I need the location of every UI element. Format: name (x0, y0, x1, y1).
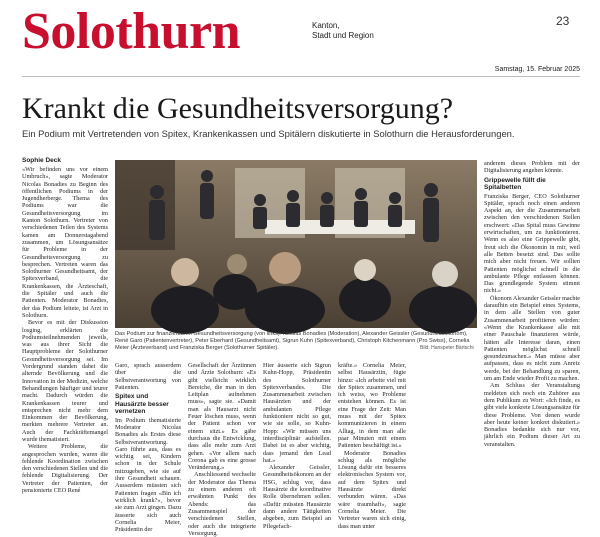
masthead-title: Solothurn (22, 3, 241, 60)
article-author: Sophie Deck (22, 157, 62, 164)
column-4-paragraph-2: Alexander Geissler, Gesundheitsökonom an der HSG, schlug vor, dass Hausärzte die koordinative Rolle übernehmen sollen. «Dafür müssten Hausärzte dann andere Tätigkeiten abgeben, zum Beispiel an Pflegefach- (263, 464, 331, 530)
column-6-paragraph-1: anderem dieses Problem mit der Digitalisierung angehen könnte. (484, 160, 580, 175)
column-6-paragraph-3: Ökonom Alexander Geissler machte daraufhin ein Beispiel eines Systems, in dem alle Stellen von guter Zusammenarbeit profitieren würden: «Wenn die Krankenkasse alle mit einer Pauschale finanzieren würde, hätten alle Interesse daran, einen Patienten möglichst schnell gesundzumachen.» Man müsse aber aufpassen, dass es nicht zum Anreiz werde, bei der Behandlung zu sparen, um am Ende wieder Profit zu machen. (484, 294, 580, 383)
column-6-paragraph-2: Franziska Berger, CEO Solothurner Spitäler, sprach noch einen anderen Aspekt an, der die Zusammenarbeit zwischen den verschiedenen Stellen erschwert: «Das Spital muss Gewinne erwirtschaften, um zu funktionieren. Wenn es also eine Grippewelle gibt, freut sich die Ökonomin in mir, weil alle Betten besetzt sind. Das sollte mich aber nicht freuen. Wir sollten Patienten möglichst schnell in die ambulante Pflege entlassen können. Das grundlegende System stimmt nicht.» (484, 192, 580, 295)
publication-date: Samstag, 15. Februar 2025 (494, 66, 580, 73)
page-number: 23 (556, 14, 570, 28)
text-column-4 (263, 362, 331, 530)
article-lead: Ein Podium mit Vertretenden von Spitex, Krankenkassen und Spitälern diskutierte in Solothurn die Herausforderungen. (22, 128, 515, 139)
column-5-paragraph-1: kräfte.» Cornelia Meier, selbst Hausärztin, fügte hinzu: «Ich arbeite viel mit der Spitex zusammen, und ich weiss, wo Probleme entstehen können. Es ist eine Frage der Zeit: Man muss mit der Spitex kommunizieren in einem Alltag, in dem man alle paar Minuten mit einem Patienten beschäftigt ist.» (338, 362, 406, 450)
column-2-paragraph-2: Im Podium thematisierte Moderator Nicolas Bonadies als Erstes diese Selbstverantwortung. Garo führte aus, dass es wichtig sei, Kindern schon in der Schule mitzugeben, wie sie auf ihre Gesundheit schauen. Ausserdem müssten sich Patienten fragen «Bin ich wirklich krank?», bevor sie zum Arzt gingen. Dazu äusserte sich auch Cornelia Meier, Präsidentin der (115, 416, 181, 534)
masthead-rule (22, 76, 580, 77)
masthead-subtitle-line-2: Stadt und Region (312, 31, 374, 40)
column-1-paragraph-2: Bevor es mit der Diskussion losging, erklärten die Podiumsteilnehmenden jeweils, was aus ihrer Sicht die Hauptprobleme der Solothurner Gesundheitsversorgung sei. Im Vordergrund standen dabei die alternde Bevölkerung und die Innovation in der Medizin, welche Behandlungen häufiger und teurer macht. Dadurch würden die Krankenkassen teurer und entsprechen nicht mehr dem Einkommen der Bevölkerung, merkten mehrere Vertreter an. Auch der Fachkräftemangel wurde thematisiert. (22, 319, 108, 443)
text-column-1 (22, 166, 108, 518)
column-1-paragraph-1: «Wir befinden uns vor einem Umbruch», sagte Moderator Nicolas Bonadies zu Beginn des öffentlichen Podiums in der Jugendherberge. Thema des Podiums war die Gesundheitsversorgung im Kanton Solothurn. Vertreter von verschiedenen Teilen des Systems kamen am Donnerstagabend zusammen, um Lösungsansätze für Probleme in der Gesundheitsversorgung zu besprechen. Vertreten waren das Solothurner Gesundheitsamt, der Spitexverband, die Krankenkassen, die Ärzteschaft, die Spitäler und auch die Patienten. Moderator Bonadies, der das Podium leitete, ist Arzt in Solothurn. (22, 166, 108, 319)
article-headline: Krankt die Gesundheitsversorgung? (22, 92, 454, 125)
subheading-grippewelle: Grippewelle füllt die Spitalbetten (484, 176, 546, 192)
article-photo (115, 160, 477, 328)
column-5-paragraph-2: Moderator Bonadies schlug als mögliche Lösung dafür ein besseres elektronisches System vor, auf dem Spitex und Hausärzte direkt verbunden wären. «Das wäre traumhaft», sagte Cornelia Meier. Die Vertreter waren sich einig, dass man unter (338, 449, 406, 530)
text-column-3 (188, 362, 256, 537)
text-column-5 (338, 362, 406, 530)
masthead-subtitle-line-1: Kanton, (312, 21, 340, 30)
podium-photo-illustration (115, 160, 477, 328)
photo-credit: Bild: Hanspeter Bärtschi (420, 345, 474, 351)
column-4-paragraph-1: Hier äusserte sich Sigrun Kuhn-Hopp, Präsidentin des Solothurner Spitexverbandes. Die Zusammenarbeit zwischen Hausärzten und der ambulanten Pflege funktioniere nicht so gut, wie sie solle, so Kuhn-Hopp: «Wir müssen uns interdisziplinär aufstellen. Dabei ist es aber wichtig, dass jemand den Lead hat.» (263, 362, 331, 464)
column-6-paragraph-4: Am Schluss der Veranstaltung meldeten sich noch ein Zuhörer aus dem Publikum zu Wort: «Ich finde, es gibt viele konkrete Lösungsansätze für diese Probleme. Von denen wurde aber heute keiner konkret diskutiert.» Bonadies bedankte sich nur vor, jährlich ein Podium dieser Art zu veranstalten. (484, 382, 580, 448)
column-3-paragraph-1: Gesellschaft der Ärztinnen und Ärzte Solothurn: «Es gibt vielleicht wirklich Bereiche, die man in den Leitplan aufnehmen muss», sagte sie. «Damit man als Hausarzt nicht Feuer löschen muss, wenn der Patient schon vor einem sitzt.» Es gäbe durchaus die Entwicklung, dass alle mehr zum Arzt gehen. «Vor allem nach Corona gab es eine grosse Veränderung.» (188, 362, 256, 472)
column-1-paragraph-3: Weitere Probleme, die angesprochen wurden, waren die fehlende Koordination zwischen den verschiedenen Stellen und die fehlende Digitalisierung. Der Vertreter der Patienten, der pensionierte CEO René (22, 443, 108, 495)
column-3-paragraph-2: Anschliessend wechselte der Moderator das Thema zu einem anderen oft erwähnten Punkt des Abends: das Zusammenspiel der verschiedenen Stellen, oder auch die integrierte Versorgung. (188, 471, 256, 537)
column-2-paragraph-1: Garo, sprach ausserdem über die Selbstverantwortung von Patienten. (115, 362, 181, 391)
masthead-subtitle (312, 21, 374, 41)
subheading-spitex: Spitex und Hausärzte besser vernetzen (115, 393, 169, 416)
photo-caption: Das Podium zur finanzierbaren Gesundheitsversorgung (von links): Nicolas Bonadies (Moderation), Alexander Geissler (Gesundheitsökonom), René Garo (Patientenvertreter), Peter Eberhard (Gesundheitsamt), Sigrun Kuhn (Spitexverband), Christoph Kitchenmann (Pro Swiss), Cornelia Meier (Ärzteverband) und Franziska Berger (Solothurner Spitäler). (115, 331, 470, 351)
text-column-2 (115, 362, 181, 534)
text-column-6 (484, 160, 580, 518)
